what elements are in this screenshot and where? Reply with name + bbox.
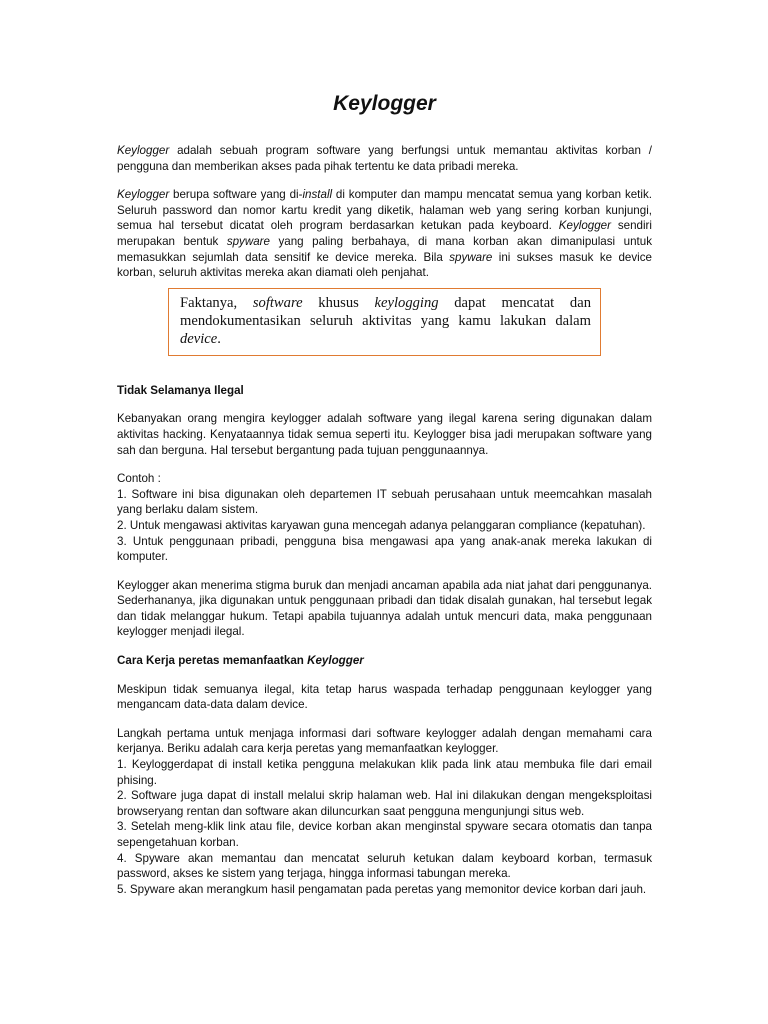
callout-text: khusus bbox=[302, 294, 375, 311]
list-item: 3. Untuk penggunaan pribadi, pengguna bisa mengawasi apa yang anak-anak mereka lakukan di komputer. bbox=[117, 534, 652, 564]
intro-paragraph-2 bbox=[117, 187, 652, 281]
list-item: 2. Untuk mengawasi aktivitas karyawan guna mencegah adanya pelanggaran compliance (kepatuhan). bbox=[117, 518, 646, 532]
heading-term-keylogger: Keylogger bbox=[307, 654, 364, 668]
fact-callout-box bbox=[168, 288, 601, 356]
list-item: 1. Keyloggerdapat di install ketika pengguna melakukan klik pada link atau membuka file dari email phising. bbox=[117, 758, 652, 787]
term-keylogger: Keylogger bbox=[558, 219, 611, 233]
section2-paragraph-1: Meskipun tidak semuanya ilegal, kita tetap harus waspada terhadap penggunaan keylogger yang mengancam data-data dalam device. bbox=[117, 682, 652, 712]
document-body bbox=[117, 143, 652, 897]
callout-text: dapat mencatat dan mendokumentasikan seluruh aktivitas yang kamu lakukan dalam bbox=[180, 294, 591, 329]
section1-paragraph-1: Kebanyakan orang mengira keylogger adalah software yang ilegal karena sering digunakan dalam aktivitas hacking. Kenyataannya tidak semua seperti itu. Keylogger bisa jadi merupakan software yang sah dan berguna. Hal tersebut bergantung pada tujuan penggunaannya. bbox=[117, 412, 652, 457]
section-heading-tidak-selamanya-ilegal: Tidak Selamanya Ilegal bbox=[117, 383, 244, 397]
intro-paragraph-1-text: adalah sebuah program software yang berfungsi untuk memantau aktivitas korban / pengguna dan memberikan akses pada pihak tertentu ke data pribadi mereka. bbox=[117, 144, 652, 173]
list-item: 4. Spyware akan memantau dan mencatat seluruh ketukan dalam keyboard korban, termasuk password, akses ke sistem yang terjaga, hingga informasi tabungan mereka. bbox=[117, 851, 652, 881]
callout-text: . bbox=[217, 330, 221, 347]
spacer bbox=[117, 565, 652, 578]
intro-text-segment: sendiri merupakan bentuk bbox=[117, 219, 652, 248]
term-install: install bbox=[302, 188, 333, 202]
callout-term-device: device bbox=[180, 330, 218, 347]
term-spyware: spyware bbox=[226, 234, 270, 248]
term-keylogger: Keylogger bbox=[117, 188, 170, 202]
term-spyware: spyware bbox=[449, 250, 493, 264]
page-title: Keylogger bbox=[333, 92, 436, 115]
heading-text: Cara Kerja peretas memanfaatkan bbox=[117, 654, 308, 668]
intro-text-segment: yang paling berbahaya, di mana korban akan dimanipulasi untuk memasukkan sejumlah data sensitif ke device mereka. Bila bbox=[117, 234, 652, 264]
callout-text: Faktanya, bbox=[180, 294, 253, 311]
list-item: 3. Setelah meng-klik link atau file, device korban akan menginstal spyware secara otomatis dan tanpa sepengetahuan korban. bbox=[117, 820, 652, 849]
intro-text-segment: ini sukses masuk ke device korban, seluruh aktivitas mereka akan diamati oleh penjahat. bbox=[117, 250, 652, 280]
section2-steps-list bbox=[117, 726, 652, 898]
section2-paragraph-2: Langkah pertama untuk menjaga informasi dari software keylogger adalah dengan memahami cara kerjanya. Beriku adalah cara kerja peretas yang memanfaatkan keylogger. bbox=[117, 726, 652, 756]
example-label: Contoh : bbox=[117, 472, 161, 486]
list-item: 1. Software ini bisa digunakan oleh departemen IT sebuah perusahaan untuk meemcahkan masalah yang berlaku dalam sistem. bbox=[117, 487, 652, 517]
callout-term-keylogging: keylogging bbox=[374, 294, 439, 311]
section-heading-cara-kerja bbox=[117, 653, 652, 669]
section1-example-list bbox=[117, 471, 652, 565]
list-item: 2. Software juga dapat di install melalui skrip halaman web. Hal ini dilakukan dengan mengeksploitasi browseryang rentan dan software akan diluncurkan saat pengguna mengunjungi situs web. bbox=[117, 789, 652, 818]
list-item: 5. Spyware akan merangkum hasil pengamatan pada peretas yang memonitor device korban dari jauh. bbox=[117, 882, 647, 896]
term-keylogger: Keylogger bbox=[117, 144, 170, 157]
section1-paragraph-2: Keylogger akan menerima stigma buruk dan menjadi ancaman apabila ada niat jahat dari penggunanya. Sederhananya, jika digunakan untuk penggunaan pribadi dan tidak disalah gunakan, hal tersebut legak dan tidak melanggar hukum. Tetapi apabila tujuannya adalah untuk mencuri data, maka penggunaan keylogger menjadi ilegal. bbox=[117, 578, 652, 639]
intro-paragraph-1 bbox=[117, 143, 652, 174]
intro-text-segment: di komputer dan mampu mencatat semua yang korban ketik. Seluruh password dan nomor kartu kredit yang diketik, halaman web yang sering korban kunjungi, semua hal tersebut dicatat oleh program berdasarkan ketukan pada keyboard. bbox=[117, 188, 652, 233]
intro-text-segment: berupa software yang di- bbox=[169, 188, 303, 202]
callout-term-software: software bbox=[252, 294, 303, 311]
